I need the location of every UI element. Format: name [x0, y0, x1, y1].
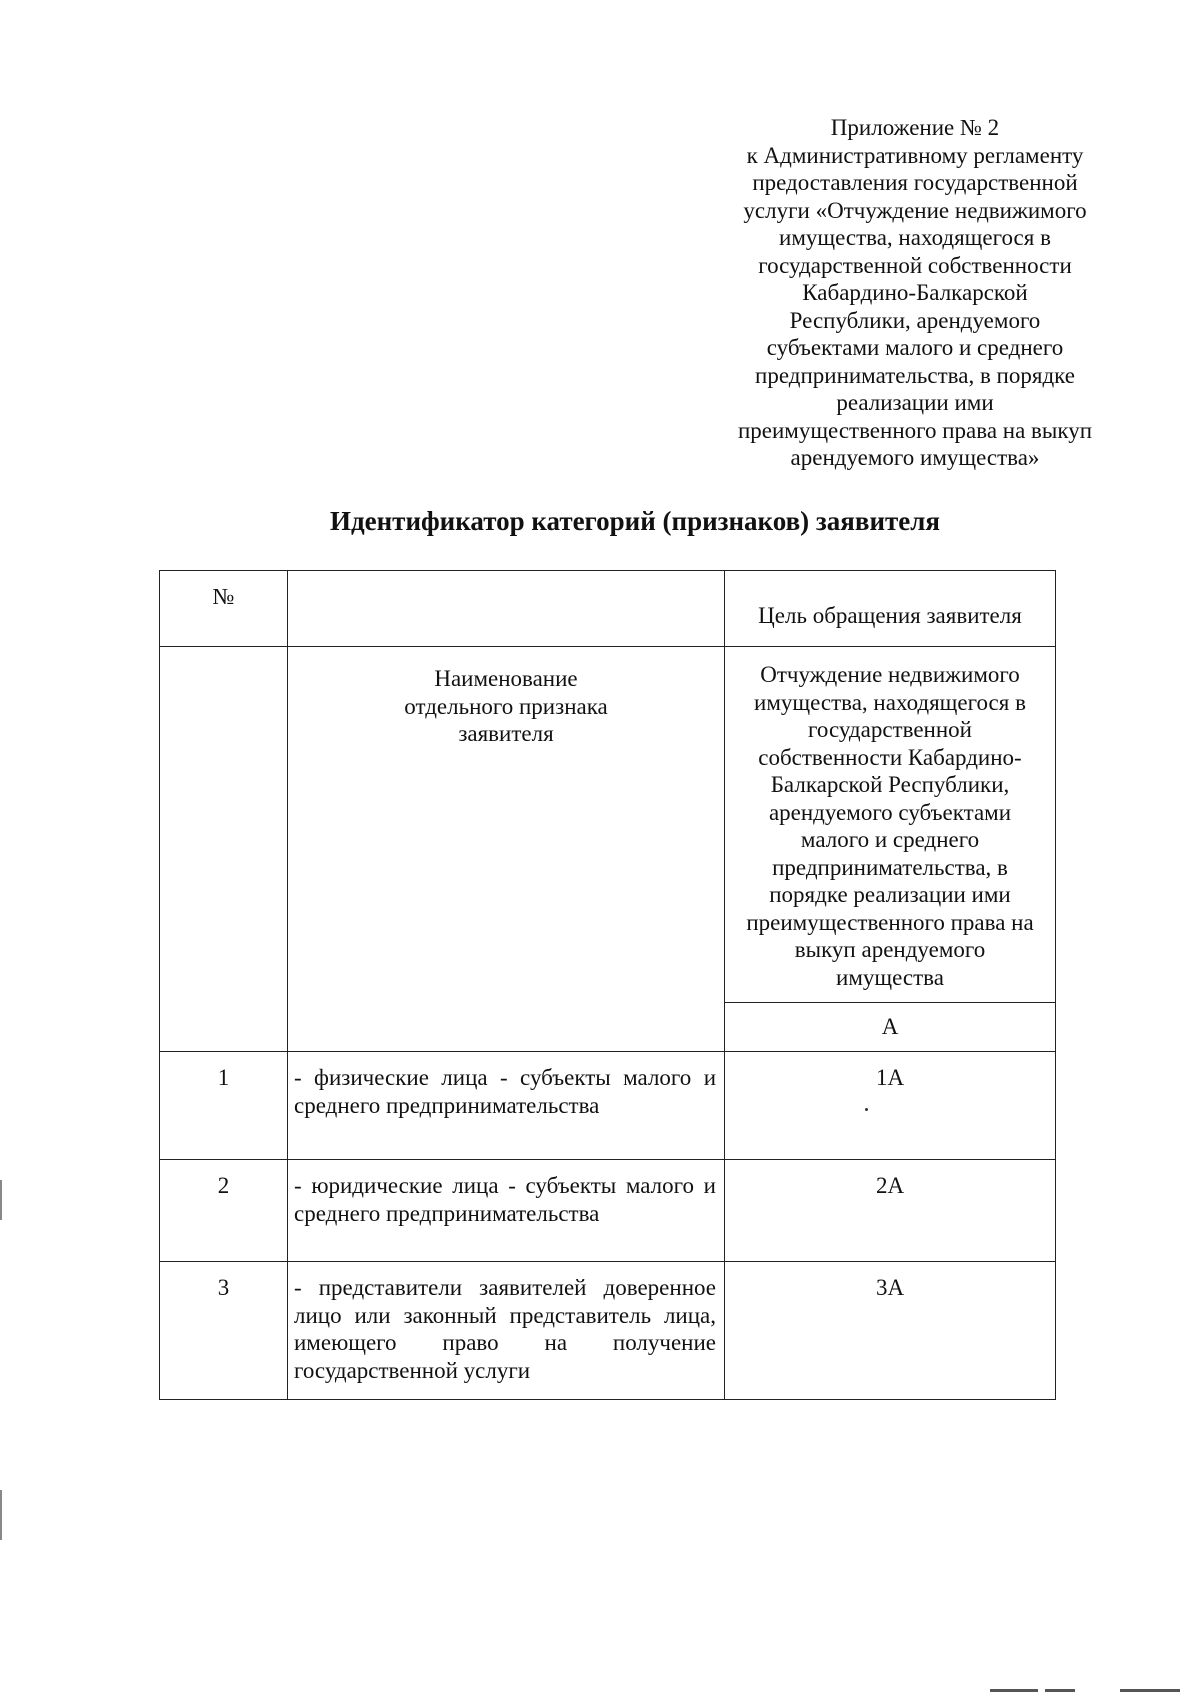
table-row [160, 1052, 1056, 1160]
row-number: 1 [160, 1052, 288, 1160]
appendix-line: имущества, находящегося в [779, 225, 1051, 250]
goal-description [725, 647, 1056, 1003]
appendix-line: к Административному регламенту [746, 142, 1084, 168]
goal-line: Балкарской Республики, [770, 772, 1010, 797]
goal-line: государственной [808, 717, 972, 742]
goal-line: имущества, находящегося в [754, 689, 1026, 715]
scan-artifact [990, 1689, 1038, 1692]
scan-edge-artifact [0, 1180, 2, 1220]
row-number: 3 [160, 1262, 288, 1400]
goal-line: малого и среднего [800, 827, 980, 852]
goal-line: предпринимательства, в [772, 854, 1008, 880]
attribute-header-line: отдельного признака [404, 693, 608, 719]
scan-artifact [1120, 1689, 1180, 1692]
appendix-line: предоставления государственной [752, 170, 1078, 195]
appendix-line: Приложение № 2 [830, 115, 1000, 140]
table-header-row [160, 571, 1056, 647]
applicant-category-table [159, 570, 1056, 1400]
goal-line: порядке реализации ими [769, 882, 1011, 907]
appendix-line: услуги «Отчуждение недвижимого [743, 197, 1087, 223]
goal-line: Отчуждение недвижимого [760, 662, 1020, 687]
goal-line: преимущественного права на [746, 909, 1034, 935]
row-attribute: - физические лица - субъекты малого и среднего предпринимательства [288, 1052, 725, 1160]
row-code: 1А [725, 1052, 1056, 1160]
appendix-note [720, 114, 1110, 472]
goal-line: выкуп арендуемого [794, 937, 986, 962]
empty-header-cell [288, 571, 725, 647]
row-number: 2 [160, 1160, 288, 1262]
table-row [160, 1160, 1056, 1262]
row-attribute: - юридические лица - субъекты малого и среднего предпринимательства [288, 1160, 725, 1262]
row-code: 3А [725, 1262, 1056, 1400]
row-attribute: - представители заявителей доверенное лицо или законный представитель лица, имеющего право на получение государственной услуги [288, 1262, 725, 1400]
goal-column-header: Цель обращения заявителя [725, 571, 1056, 647]
appendix-line: предпринимательства, в порядке [755, 362, 1075, 388]
attribute-header-line: заявителя [458, 721, 554, 746]
table-row [160, 1262, 1056, 1400]
appendix-line: арендуемого имущества» [790, 445, 1040, 470]
appendix-line: государственной собственности [758, 252, 1072, 278]
appendix-line: субъектами малого и среднего [766, 335, 1064, 360]
number-column-header: № [160, 571, 288, 647]
document-title: Идентификатор категорий (признаков) заявителя [329, 506, 941, 536]
table-subheader-row [160, 647, 1056, 1003]
appendix-line: преимущественного права на выкуп [737, 417, 1093, 443]
appendix-line: Кабардино-Балкарской [802, 280, 1028, 305]
scan-dot [865, 1108, 868, 1111]
appendix-line: реализации ими [836, 390, 994, 415]
goal-line: собственности Кабардино- [758, 744, 1022, 770]
goal-line: имущества [836, 964, 944, 990]
attribute-header-line: Наименование [434, 666, 578, 691]
goal-code: А [725, 1003, 1056, 1052]
empty-number-cell [160, 647, 288, 1052]
attribute-name-header [288, 647, 725, 1052]
scan-artifact [1045, 1689, 1075, 1692]
goal-line: арендуемого субъектами [768, 799, 1012, 825]
appendix-line: Республики, арендуемого [789, 307, 1041, 333]
scan-edge-artifact [0, 1490, 2, 1540]
row-code: 2А [725, 1160, 1056, 1262]
